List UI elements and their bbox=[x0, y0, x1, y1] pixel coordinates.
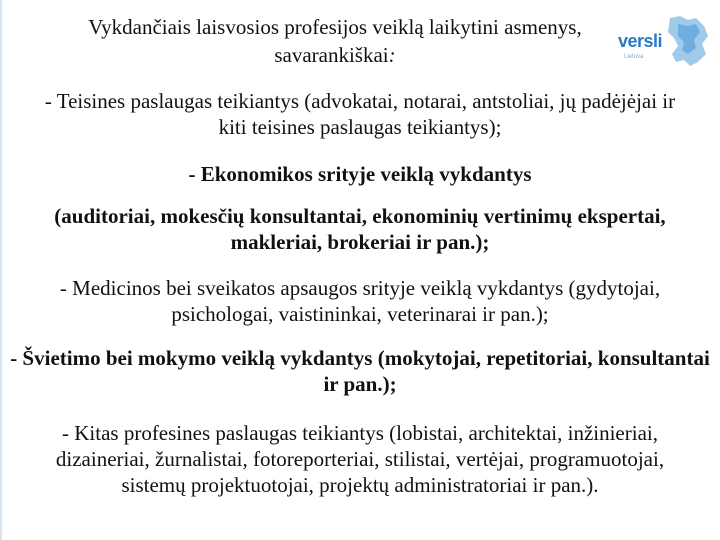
slide-left-border bbox=[0, 0, 2, 540]
title-colon: : bbox=[388, 43, 396, 67]
logo-subtitle: Lietuva bbox=[624, 54, 644, 60]
item-economics-details: (auditoriai, mokesčių konsultantai, ekonominių vertinimų ekspertai, makleriai, brokeriai ir pan.); bbox=[54, 204, 666, 254]
item-education: - Švietimo bei mokymo veiklą vykdantys (mokytojai, repetitoriai, konsultantai ir pan.); bbox=[10, 346, 710, 396]
title-text: Vykdančiais laisvosios profesijos veiklą laikytini asmenys, savarankiškai bbox=[88, 15, 582, 67]
item-other-professions: - Kitas profesines paslaugas teikiantys (lobistai, architektai, inžinieriai, dizaineriai, žurnalistai, fotoreporteriai, stilistai, vertėjai, programuotojai, sistemų projektuotojai, projektų administratoriai ir pan.). bbox=[55, 421, 665, 497]
item-legal-services: - Teisines paslaugas teikiantys (advokatai, notarai, antstoliai, jų padėjėjai ir kiti teisines paslaugas teikiantys); bbox=[44, 89, 676, 139]
item-medicine: - Medicinos bei sveikatos apsaugos srityje veiklą vykdantys (gydytojai, psichologai, vaistininkai, veterinarai ir pan.); bbox=[59, 276, 661, 326]
item-economics-heading: - Ekonomikos srityje veiklą vykdantys bbox=[188, 162, 532, 186]
logo-wordmark: versli bbox=[618, 31, 663, 51]
versli-lietuva-logo bbox=[608, 14, 712, 72]
slide-title bbox=[52, 13, 618, 69]
